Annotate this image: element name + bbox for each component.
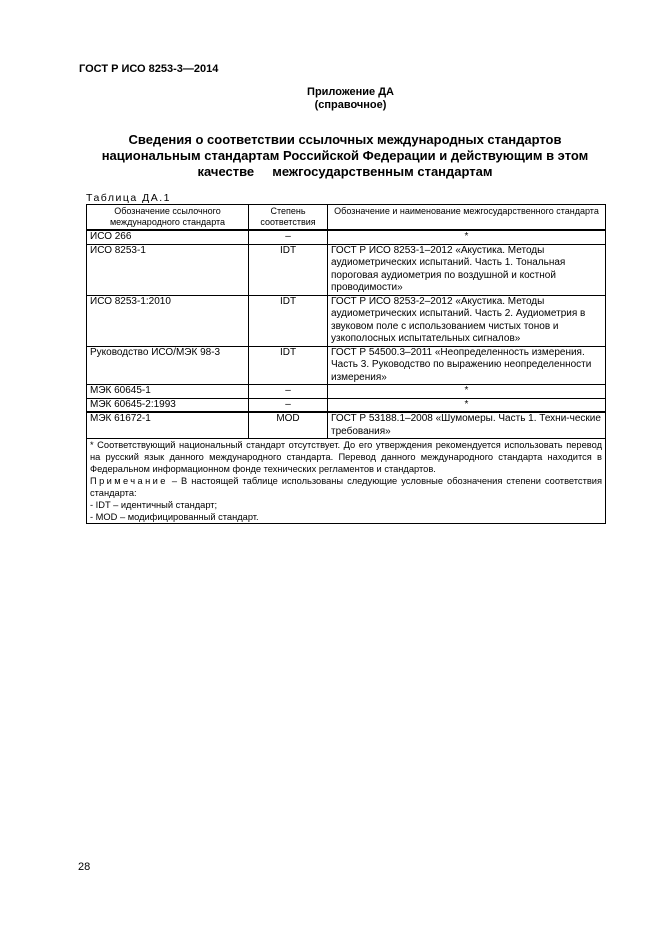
cell-ref: МЭК 60645-1 bbox=[87, 385, 249, 399]
cell-ref: ИСО 8253-1 bbox=[87, 244, 249, 295]
cell-degree: – bbox=[249, 398, 328, 412]
cell-degree: – bbox=[249, 230, 328, 244]
cell-ref: ИСО 266 bbox=[87, 230, 249, 244]
table-row bbox=[87, 230, 606, 244]
cell-national: ГОСТ Р ИСО 8253-1–2012 «Акустика. Методы аудиометрических испытаний. Часть 1. Тональная пороговая аудиометрия по воздушной и костной проводимости» bbox=[328, 244, 606, 295]
table-row bbox=[87, 346, 606, 385]
page-number: 28 bbox=[78, 861, 91, 873]
table-footnote-row bbox=[87, 439, 606, 524]
cell-national: ГОСТ Р ИСО 8253-2–2012 «Акустика. Методы аудиометрических испытаний. Часть 2. Аудиометрия в звуковом поле с использованием чистых тонов и узкополосных испытательных сигналов» bbox=[328, 295, 606, 346]
header-degree: Степень соответствия bbox=[249, 205, 328, 231]
table-row bbox=[87, 385, 606, 399]
cell-ref: Руководство ИСО/МЭК 98-3 bbox=[87, 346, 249, 385]
cell-national: ГОСТ Р 53188.1–2008 «Шумомеры. Часть 1. Техни-ческие требования» bbox=[328, 412, 606, 439]
document-code: ГОСТ Р ИСО 8253-3—2014 bbox=[79, 63, 219, 75]
note-label: Примечание bbox=[90, 476, 168, 486]
header-national: Обозначение и наименование межгосударственного стандарта bbox=[328, 205, 606, 231]
section-title-line: Сведения о соответствии ссылочных международных стандартов bbox=[128, 132, 562, 147]
cell-national: * bbox=[328, 398, 606, 412]
cell-degree: IDT bbox=[249, 346, 328, 385]
table-footnote bbox=[87, 439, 606, 524]
cell-degree: – bbox=[249, 385, 328, 399]
table-header-row bbox=[87, 205, 606, 231]
table-row bbox=[87, 244, 606, 295]
note-text: – В настоящей таблице использованы следующие условные обозначения степени соответствия стандарта: bbox=[90, 476, 602, 498]
appendix-heading bbox=[0, 86, 661, 112]
cell-degree: MOD bbox=[249, 412, 328, 439]
cell-national: * bbox=[328, 385, 606, 399]
section-title-line: качестве межгосударственным стандартам bbox=[197, 164, 493, 179]
appendix-title: Приложение ДА bbox=[307, 86, 394, 98]
footnote-text: * Соответствующий национальный стандарт отсутствует. До его утверждения рекомендуется использовать перевод на русский язык данного международного стандарта. Перевод данного международного стандарта находится в Федеральном информационном фонде технических регламентов и стандартов. bbox=[90, 440, 602, 474]
cell-degree: IDT bbox=[249, 295, 328, 346]
cell-ref: МЭК 60645-2:1993 bbox=[87, 398, 249, 412]
cell-ref: МЭК 61672-1 bbox=[87, 412, 249, 439]
table-row bbox=[87, 412, 606, 439]
cell-national: ГОСТ Р 54500.3–2011 «Неопределенность измерения. Часть 3. Руководство по выражению неопределенности измерения» bbox=[328, 346, 606, 385]
table-note bbox=[90, 475, 602, 499]
cell-ref: ИСО 8253-1:2010 bbox=[87, 295, 249, 346]
note-item: - IDT – идентичный стандарт; bbox=[90, 500, 218, 510]
header-ref: Обозначение ссылочного международного стандарта bbox=[87, 205, 249, 231]
table-row bbox=[87, 295, 606, 346]
cell-national: * bbox=[328, 230, 606, 244]
section-title bbox=[85, 132, 605, 180]
cell-degree: IDT bbox=[249, 244, 328, 295]
standards-table bbox=[86, 204, 606, 524]
section-title-line: национальным стандартам Российской Федерации и действующим в этом bbox=[101, 148, 589, 163]
table-row bbox=[87, 398, 606, 412]
table-caption: Таблица ДА.1 bbox=[86, 192, 171, 204]
note-item: - MOD – модифицированный стандарт. bbox=[90, 512, 259, 522]
appendix-subtitle: (справочное) bbox=[314, 99, 387, 111]
